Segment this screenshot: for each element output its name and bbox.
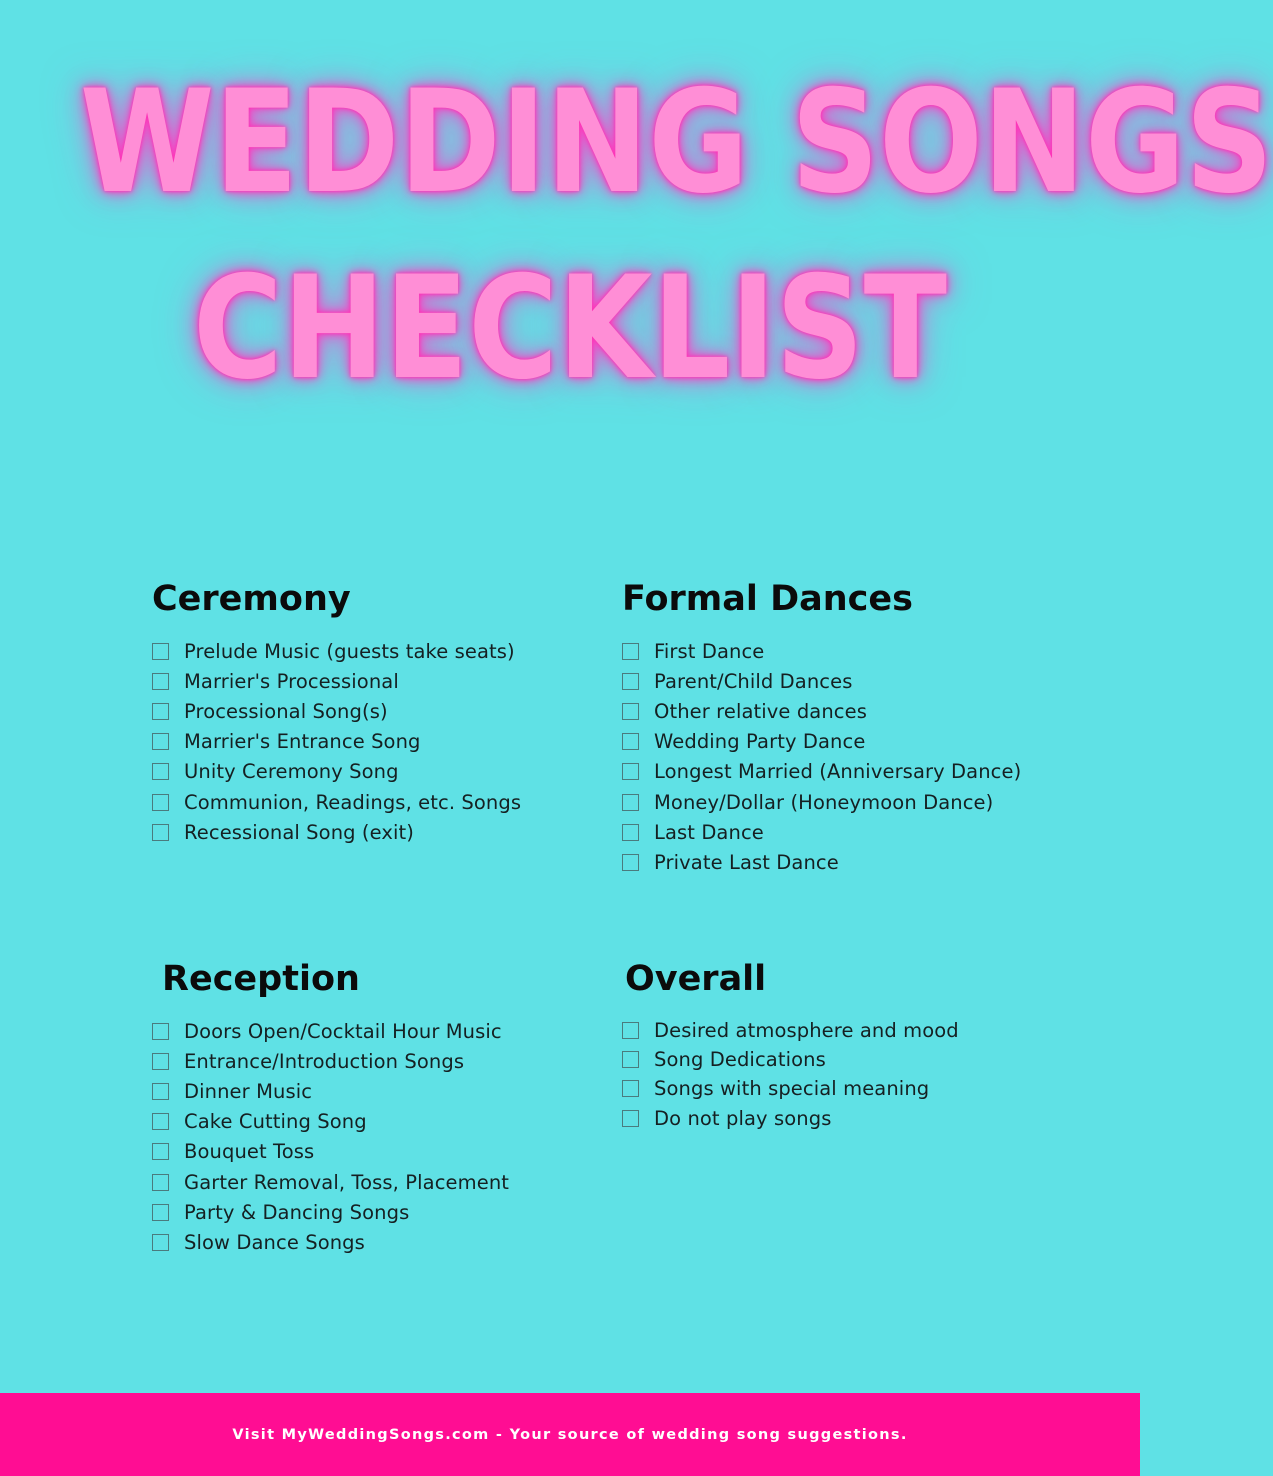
- checkbox[interactable]: [152, 703, 169, 720]
- checklist-item[interactable]: [152, 1167, 509, 1197]
- checklist-item-label: Party & Dancing Songs: [184, 1200, 410, 1224]
- checklist-item-label: Prelude Music (guests take seats): [184, 639, 515, 663]
- overall-checklist: [622, 1016, 959, 1133]
- checklist-item[interactable]: [152, 1197, 509, 1227]
- overall-heading: Overall: [625, 959, 767, 999]
- checklist-item-label: Cake Cutting Song: [184, 1110, 367, 1134]
- checklist-item[interactable]: [622, 787, 1021, 817]
- checklist-item[interactable]: [152, 817, 521, 847]
- checklist-item-label: Do not play songs: [654, 1106, 832, 1130]
- checkbox[interactable]: [152, 1204, 169, 1221]
- checklist-item[interactable]: [622, 1104, 959, 1133]
- overall-section: [622, 958, 959, 1133]
- checklist-item[interactable]: [152, 636, 521, 666]
- checkbox[interactable]: [152, 763, 169, 780]
- checkbox[interactable]: [152, 1234, 169, 1251]
- checklist-item[interactable]: [622, 727, 1021, 757]
- checklist-item[interactable]: [622, 1074, 959, 1103]
- ceremony-checklist: [152, 636, 521, 847]
- checklist-item-label: Unity Ceremony Song: [184, 760, 399, 784]
- footer-text[interactable]: Visit MyWeddingSongs.com - Your source of wedding song suggestions.: [232, 1426, 908, 1443]
- checklist-item-label: Doors Open/Cocktail Hour Music: [184, 1019, 502, 1043]
- checklist-item-label: Last Dance: [654, 820, 764, 844]
- checklist-item[interactable]: [622, 1016, 959, 1045]
- checkbox[interactable]: [622, 854, 639, 871]
- checklist-item[interactable]: [622, 1045, 959, 1074]
- reception-heading: Reception: [162, 959, 360, 999]
- checklist-item-label: Songs with special meaning: [654, 1077, 930, 1101]
- checkbox[interactable]: [152, 824, 169, 841]
- checklist-item-label: Longest Married (Anniversary Dance): [654, 760, 1022, 784]
- checkbox[interactable]: [152, 673, 169, 690]
- checkbox[interactable]: [622, 673, 639, 690]
- checkbox[interactable]: [152, 643, 169, 660]
- checklist-item-label: Processional Song(s): [184, 699, 388, 723]
- checklist-item[interactable]: [622, 636, 1021, 666]
- checklist-item-label: Bouquet Toss: [184, 1140, 315, 1164]
- checklist-item[interactable]: [622, 757, 1021, 787]
- checklist-item-label: Recessional Song (exit): [184, 820, 414, 844]
- checkbox[interactable]: [152, 1083, 169, 1100]
- reception-checklist: [152, 1016, 509, 1258]
- checkbox[interactable]: [622, 733, 639, 750]
- ceremony-section: [152, 578, 521, 847]
- checklist-item[interactable]: [152, 1137, 509, 1167]
- checkbox[interactable]: [622, 824, 639, 841]
- checklist-item[interactable]: [622, 666, 1021, 696]
- checklist-item[interactable]: [152, 1046, 509, 1076]
- checkbox[interactable]: [622, 643, 639, 660]
- checklist-item-label: Money/Dollar (Honeymoon Dance): [654, 790, 994, 814]
- checkbox[interactable]: [622, 794, 639, 811]
- checklist-item-label: Marrier's Entrance Song: [184, 730, 421, 754]
- checklist-item-label: Slow Dance Songs: [184, 1230, 365, 1254]
- checklist-item-label: Dinner Music: [184, 1079, 313, 1103]
- checklist-item-label: First Dance: [654, 639, 765, 663]
- checklist-item[interactable]: [152, 666, 521, 696]
- checkbox[interactable]: [622, 703, 639, 720]
- checklist-item-label: Other relative dances: [654, 699, 867, 723]
- checkbox[interactable]: [152, 1053, 169, 1070]
- checkbox[interactable]: [152, 1023, 169, 1040]
- checklist-item[interactable]: [152, 696, 521, 726]
- checklist-item[interactable]: [152, 757, 521, 787]
- footer-bar: [0, 1393, 1140, 1476]
- checkbox[interactable]: [622, 1051, 639, 1068]
- checklist-item-label: Communion, Readings, etc. Songs: [184, 790, 522, 814]
- checklist-item-label: Wedding Party Dance: [654, 730, 866, 754]
- checkbox[interactable]: [152, 1113, 169, 1130]
- checkbox[interactable]: [622, 1110, 639, 1127]
- checklist-item[interactable]: [622, 817, 1021, 847]
- checkbox[interactable]: [152, 1174, 169, 1191]
- checkbox[interactable]: [622, 763, 639, 780]
- checklist-item[interactable]: [622, 847, 1021, 877]
- checklist-item[interactable]: [152, 727, 521, 757]
- checklist-item[interactable]: [152, 1076, 509, 1106]
- checklist-item[interactable]: [622, 696, 1021, 726]
- page-title-line-1: WEDDING SONGS: [79, 60, 1273, 225]
- formal-dances-checklist: [622, 636, 1021, 878]
- checklist-item-label: Marrier's Processional: [184, 669, 399, 693]
- ceremony-heading: Ceremony: [152, 579, 351, 619]
- checklist-item-label: Garter Removal, Toss, Placement: [184, 1170, 510, 1194]
- checklist-item[interactable]: [152, 1227, 509, 1257]
- checkbox[interactable]: [152, 794, 169, 811]
- formal-dances-section: [622, 578, 1021, 878]
- checklist-item-label: Song Dedications: [654, 1048, 826, 1072]
- checklist-item-label: Parent/Child Dances: [654, 669, 853, 693]
- checkbox[interactable]: [622, 1022, 639, 1039]
- checklist-item[interactable]: [152, 787, 521, 817]
- checkbox[interactable]: [152, 733, 169, 750]
- checklist-item-label: Entrance/Introduction Songs: [184, 1049, 465, 1073]
- checklist-item[interactable]: [152, 1107, 509, 1137]
- checklist-item[interactable]: [152, 1016, 509, 1046]
- formal-dances-heading: Formal Dances: [622, 579, 913, 619]
- checkbox[interactable]: [622, 1080, 639, 1097]
- checkbox[interactable]: [152, 1143, 169, 1160]
- checklist-item-label: Desired atmosphere and mood: [654, 1019, 959, 1043]
- checklist-item-label: Private Last Dance: [654, 850, 839, 874]
- reception-section: [152, 958, 509, 1258]
- page-title-line-2: CHECKLIST: [192, 246, 948, 411]
